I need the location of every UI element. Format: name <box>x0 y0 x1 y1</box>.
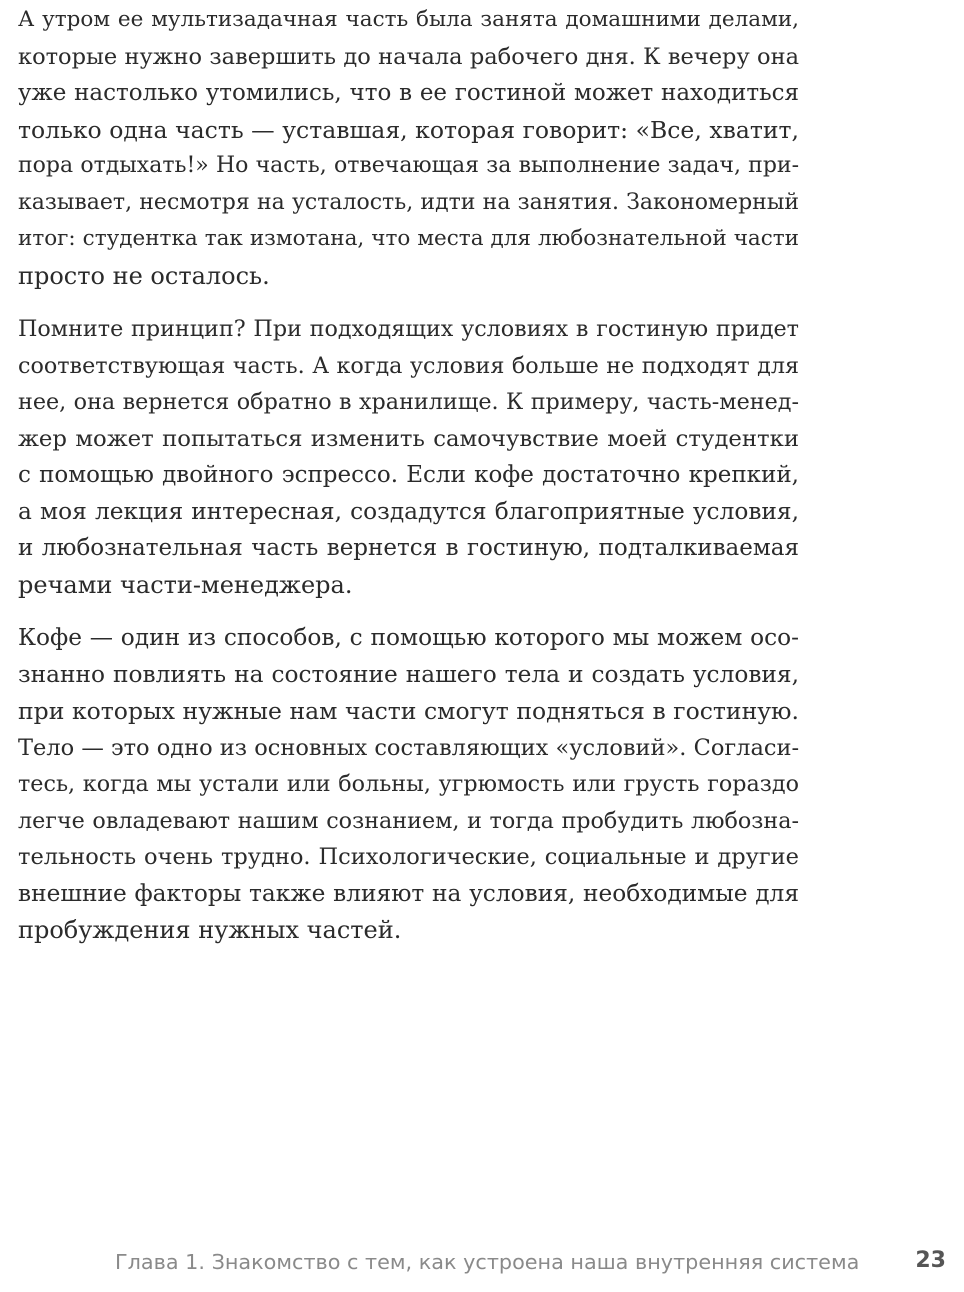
text-line: тесь, когда мы устали или больны, угрюмость или грусть гораздо <box>18 771 799 797</box>
text-line: и любознательная часть вернется в гостиную, подталкиваемая <box>18 535 799 561</box>
paragraph-3 <box>18 620 799 949</box>
text-line: Помните принцип? При подходящих условиях в гостиную придет <box>18 316 799 342</box>
text-line: уже настолько утомились, что в ее гостиной может находиться <box>18 80 799 106</box>
text-line: с помощью двойного эспрессо. Если кофе достаточно крепкий, <box>18 462 799 488</box>
text-line: А утром ее мультизадачная часть была занята домашними делами, <box>18 7 799 32</box>
text-line: жер может попытаться изменить самочувствие моей студентки <box>18 425 799 452</box>
text-line: которые нужно завершить до начала рабочего дня. К вечеру она <box>18 43 799 70</box>
text-line: легче овладевают нашим сознанием, и тогда пробудить любозна- <box>18 807 799 834</box>
text-line: только одна часть — уставшая, которая говорит: «Все, хватит, <box>18 115 799 144</box>
text-line: знанно повлиять на состояние нашего тела и создать условия, <box>18 660 799 688</box>
page-number: 23 <box>915 1248 946 1273</box>
text-line: внешние факторы также влияют на условия, необходимые для <box>18 879 799 907</box>
text-line: при которых нужные нам части смогут подняться в гостиную. <box>18 697 799 725</box>
running-footer-chapter-title: Глава 1. Знакомство с тем, как устроена наша внутренняя система <box>115 1250 860 1274</box>
paragraph-2 <box>18 311 799 603</box>
text-line: а моя лекция интересная, создадутся благоприятные условия, <box>18 497 799 525</box>
text-line: просто не осталось. <box>18 261 270 290</box>
body-text <box>18 2 799 966</box>
page-footer <box>0 1248 964 1288</box>
text-line: итог: студентка так измотана, что места для любознательной части <box>18 226 799 251</box>
text-line: нее, она вернется обратно в хранилище. К примеру, часть-менед- <box>18 389 799 415</box>
text-line: пробуждения нужных частей. <box>18 916 402 944</box>
text-line: речами части-менеджера. <box>18 570 353 599</box>
text-line: пора отдыхать!» Но часть, отвечающая за выполнение задач, при- <box>18 153 799 178</box>
text-line: Кофе — один из способов, с помощью которого мы можем осо- <box>18 624 799 651</box>
text-line: казывает, несмотря на усталость, идти на занятия. Закономерный <box>18 189 799 215</box>
text-line: соответствующая часть. А когда условия больше не подходят для <box>18 352 799 379</box>
paragraph-1 <box>18 2 799 294</box>
text-line: Тело — это одно из основных составляющих «условий». Согласи- <box>18 734 800 761</box>
text-line: тельность очень трудно. Психологические, социальные и другие <box>18 844 799 870</box>
